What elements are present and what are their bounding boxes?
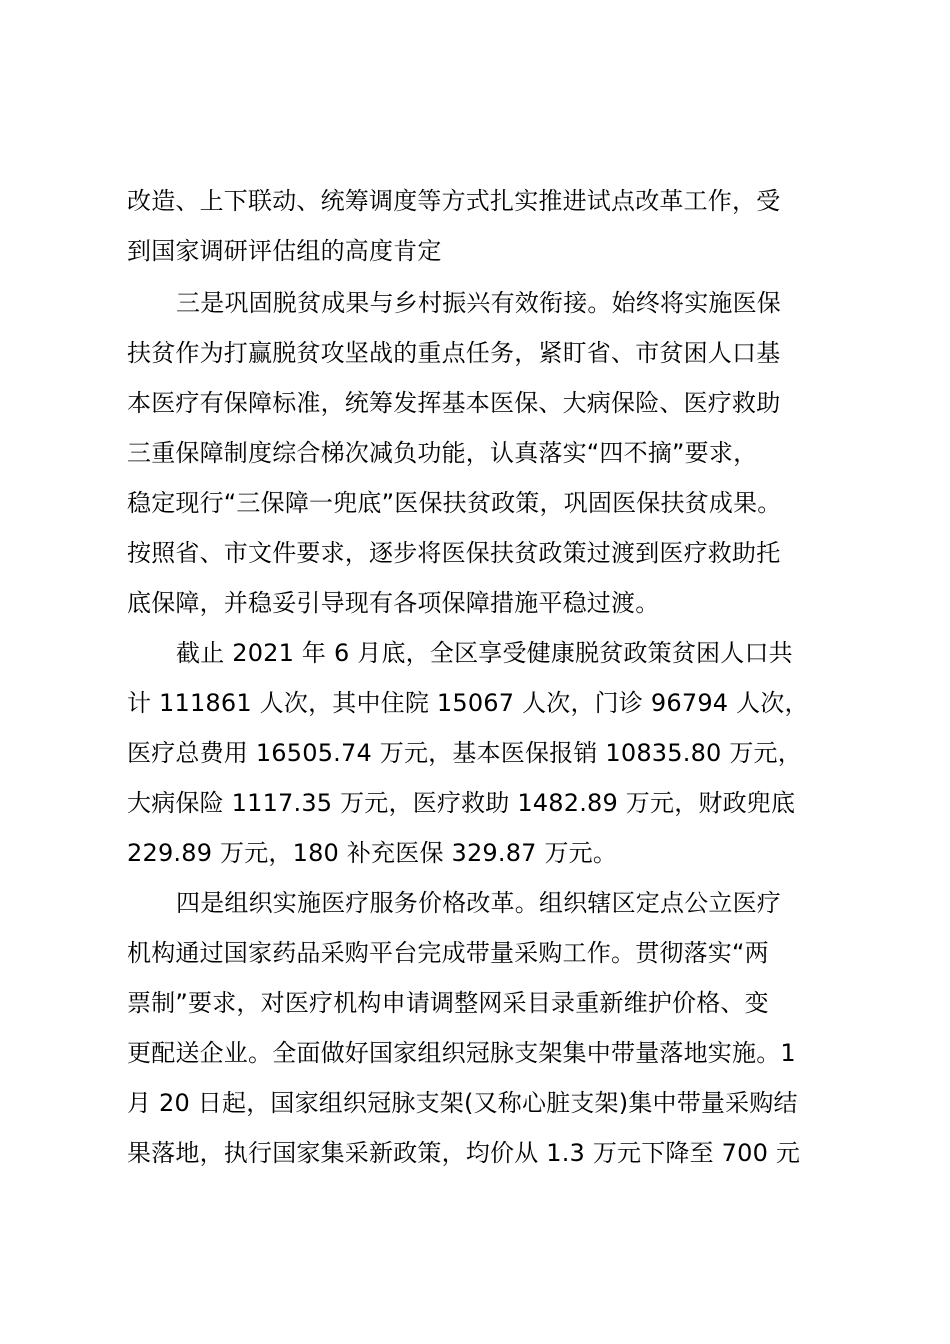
paragraph-start-line: 四是组织实施医疗服务价格改革。组织辖区定点公立医疗 <box>176 889 781 917</box>
text-line: 229.89 万元，180 补充医保 329.87 万元。 <box>127 839 618 867</box>
text-line: 底保障，并稳妥引导现有各项保障措施平稳过渡。 <box>127 589 660 617</box>
text-line: 本医疗有保障标准，统筹发挥基本医保、大病保险、医疗救助 <box>127 389 781 417</box>
text-line: 按照省、市文件要求，逐步将医保扶贫政策过渡到医疗救助托 <box>127 539 781 567</box>
text-line: 大病保险 1117.35 万元，医疗救助 1482.89 万元，财政兜底 <box>127 789 796 817</box>
text-line: 到国家调研评估组的高度肯定 <box>127 237 442 265</box>
text-line: 扶贫作为打赢脱贫攻坚战的重点任务，紧盯省、市贫困人口基 <box>127 339 781 367</box>
text-line: 改造、上下联动、统筹调度等方式扎实推进试点改革工作，受 <box>127 187 781 215</box>
paragraph-start-line: 截止 2021 年 6 月底，全区享受健康脱贫政策贫困人口共 <box>176 639 793 667</box>
text-line: 稳定现行“三保障一兜底”医保扶贫政策，巩固医保扶贫成果。 <box>127 489 782 517</box>
paragraph-start-line: 三是巩固脱贫成果与乡村振兴有效衔接。始终将实施医保 <box>176 289 781 317</box>
text-line: 三重保障制度综合梯次减负功能，认真落实“四不摘”要求， <box>127 439 758 467</box>
text-line: 机构通过国家药品采购平台完成带量采购工作。贯彻落实“两 <box>127 939 769 967</box>
text-line: 月 20 日起，国家组织冠脉支架(又称心脏支架)集中带量采购结 <box>127 1089 798 1117</box>
text-line: 计 111861 人次，其中住院 15067 人次，门诊 96794 人次， <box>127 689 809 717</box>
text-line: 更配送企业。全面做好国家组织冠脉支架集中带量落地实施。1 <box>127 1039 796 1067</box>
text-line: 医疗总费用 16505.74 万元，基本医保报销 10835.80 万元， <box>127 739 802 767</box>
text-line: 果落地，执行国家集采新政策，均价从 1.3 万元下降至 700 元 <box>127 1139 801 1167</box>
text-line: 票制”要求，对医疗机构申请调整网采目录重新维护价格、变 <box>127 989 769 1017</box>
